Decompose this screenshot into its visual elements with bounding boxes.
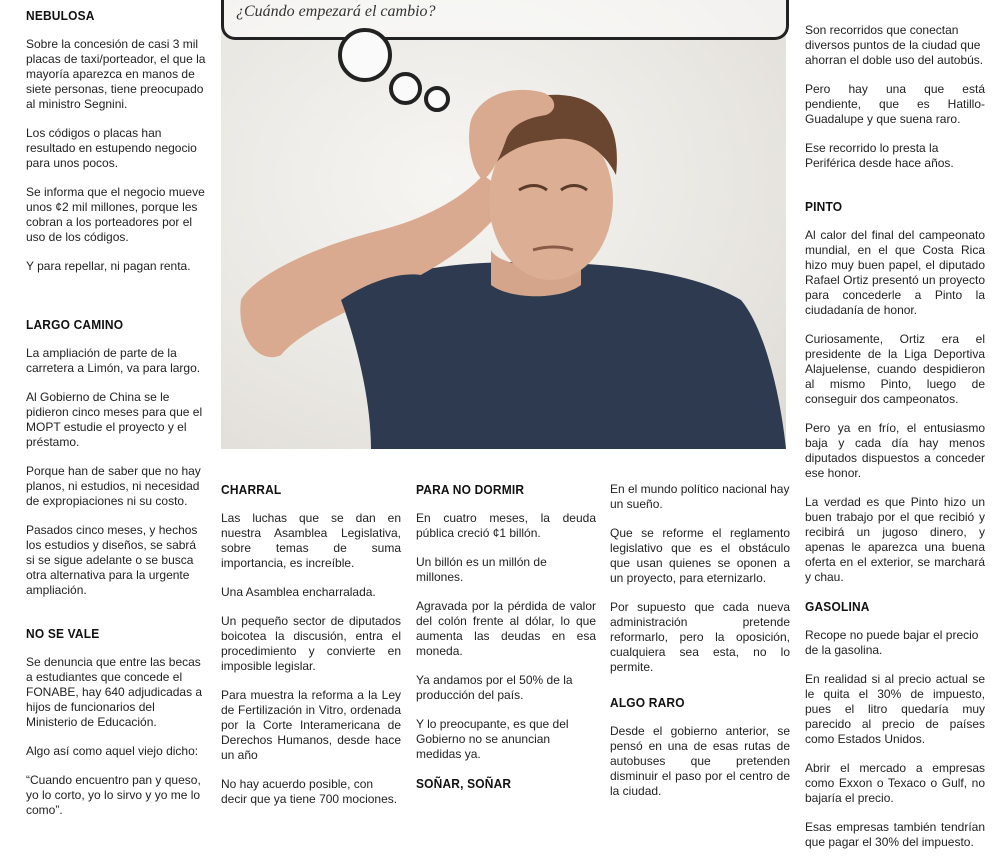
paragraph: Y lo preocupante, es que del Gobierno no se anuncian medidas ya.	[416, 717, 569, 761]
paragraph: Porque han de saber que no hay planos, ni estudios, ni necesidad de expropiaciones ni su costo.	[26, 464, 201, 508]
paragraph: Recope no puede bajar el precio de la gasolina.	[805, 628, 979, 657]
paragraph: Al Gobierno de China se le pidieron cinco meses para que el MOPT estudie el proyecto y el préstamo.	[26, 390, 203, 449]
paragraph: Ya andamos por el 50% de la producción del país.	[416, 673, 573, 702]
paragraph: No hay acuerdo posible, con decir que ya tiene 700 mociones.	[221, 777, 398, 806]
paragraph: Pasados cinco meses, y hechos los estudios y diseños, se sabrá si se sigue adelante o se busca otra alternativa para la urgente ampliación.	[26, 523, 198, 597]
paragraph: Al calor del final del campeonato mundial, en el que Costa Rica hizo muy buen papel, el diputado Rafael Ortiz presentó un proyecto para concederle a Pinto la ciudadanía de honor.	[805, 228, 985, 317]
paragraph: Una Asamblea encharralada.	[221, 585, 376, 599]
paragraph: Abrir el mercado a empresas como Exxon o Texaco o Gulf, no bajaría el precio.	[805, 761, 985, 805]
man-illustration	[221, 0, 786, 449]
column-3	[416, 482, 596, 805]
thought-text: ¿Cuándo empezará el cambio?	[236, 3, 436, 20]
heading-algo-raro: ALGO RARO	[610, 695, 685, 710]
heading-para-no-dormir: PARA NO DORMIR	[416, 482, 525, 497]
heading-pinto: PINTO	[805, 199, 843, 214]
paragraph: Que se reforme el reglamento legislativo que es el obstáculo que usan quienes se oponen a un proyecto, para eternizarlo.	[610, 526, 790, 585]
column-4	[610, 482, 790, 813]
heading-no-se-vale: NO SE VALE	[26, 626, 100, 641]
paragraph: Ese recorrido lo presta la Periférica desde hace años.	[805, 141, 954, 170]
paragraph: Son recorridos que conectan diversos puntos de la ciudad que ahorran el doble uso del autobús.	[805, 23, 984, 67]
photo-man-thinking	[221, 0, 786, 449]
paragraph: Un pequeño sector de diputados boicotea la discusión, entra el procedimiento y convierte en imposible legislar.	[221, 614, 401, 673]
thought-bubble-small	[424, 86, 450, 112]
heading-nebulosa: NEBULOSA	[26, 8, 95, 23]
paragraph: La ampliación de parte de la carretera a Limón, va para largo.	[26, 346, 201, 375]
paragraph: Se denuncia que entre las becas a estudiantes que concede el FONABE, hay 640 adjudicadas a hijos de funcionarios del Ministerio de Educación.	[26, 655, 203, 729]
paragraph: Desde el gobierno anterior, se pensó en una de esas rutas de autobuses que pretenden disminuir el paso por el centro de la ciudad.	[610, 724, 790, 798]
heading-charral: CHARRAL	[221, 482, 282, 497]
thought-bubble-medium	[389, 72, 422, 105]
paragraph: Curiosamente, Ortiz era el presidente de la Liga Deportiva Alajuelense, cuando despidieron al mismo Pinto, luego de conseguir dos campeonatos.	[805, 332, 985, 406]
heading-largo-camino: LARGO CAMINO	[26, 317, 124, 332]
column-1	[26, 8, 206, 832]
paragraph: Algo así como aquel viejo dicho:	[26, 744, 199, 758]
paragraph: “Cuando encuentro pan y queso, yo lo corto, yo lo sirvo y yo me lo como”.	[26, 773, 201, 817]
paragraph: Por supuesto que cada nueva administración pretende reformarlo, pero la oposición, cualquiera sea esta, no lo permite.	[610, 600, 790, 674]
paragraph: La verdad es que Pinto hizo un buen trabajo por el que recibió y recibirá un jugoso dinero, y apenas le aparezca una buena oferta en el exterior, se marchará y chau.	[805, 495, 985, 584]
paragraph: Y para repellar, ni pagan renta.	[26, 259, 191, 273]
paragraph: Las luchas que se dan en nuestra Asamblea Legislativa, sobre temas de suma importancia, es increíble.	[221, 511, 401, 570]
paragraph: Agravada por la pérdida de valor del colón frente al dólar, lo que aumenta las deudas en esa moneda.	[416, 599, 596, 658]
paragraph: En el mundo político nacional hay un sueño.	[610, 482, 790, 511]
paragraph: En cuatro meses, la deuda pública creció ¢1 billón.	[416, 511, 596, 540]
paragraph: Un billón es un millón de millones.	[416, 555, 547, 584]
paragraph: Pero ya en frío, el entusiasmo baja y cada día hay menos diputados dispuestos a conceder ese honor.	[805, 421, 985, 480]
paragraph: Los códigos o placas han resultado en estupendo negocio para unos pocos.	[26, 126, 197, 170]
heading-sonar-sonar: SOÑAR, SOÑAR	[416, 776, 512, 791]
column-2	[221, 482, 401, 821]
thought-bubble-large	[338, 28, 392, 82]
paragraph: Pero hay una que está pendiente, que es Hatillo-Guadalupe y que suena raro.	[805, 82, 985, 126]
paragraph: Para muestra la reforma a la Ley de Fertilización in Vitro, ordenada por la Corte Interamericana de Derechos Humanos, desde hace un año	[221, 688, 401, 762]
paragraph: En realidad si al precio actual se le quita el 30% de impuesto, pues el litro quedaría muy parecido al precio de países como Estados Unidos.	[805, 672, 985, 746]
column-5	[805, 23, 985, 864]
paragraph: Se informa que el negocio mueve unos ¢2 mil millones, porque les cobran a los porteadores por el uso de los códigos.	[26, 185, 205, 244]
paragraph: Esas empresas también tendrían que pagar el 30% del impuesto.	[805, 820, 985, 849]
paragraph: Sobre la concesión de casi 3 mil placas de taxi/porteador, el que la mayoría aparezca en manos de siete personas, tiene preocupado al ministro Segnini.	[26, 37, 206, 111]
heading-gasolina: GASOLINA	[805, 599, 870, 614]
